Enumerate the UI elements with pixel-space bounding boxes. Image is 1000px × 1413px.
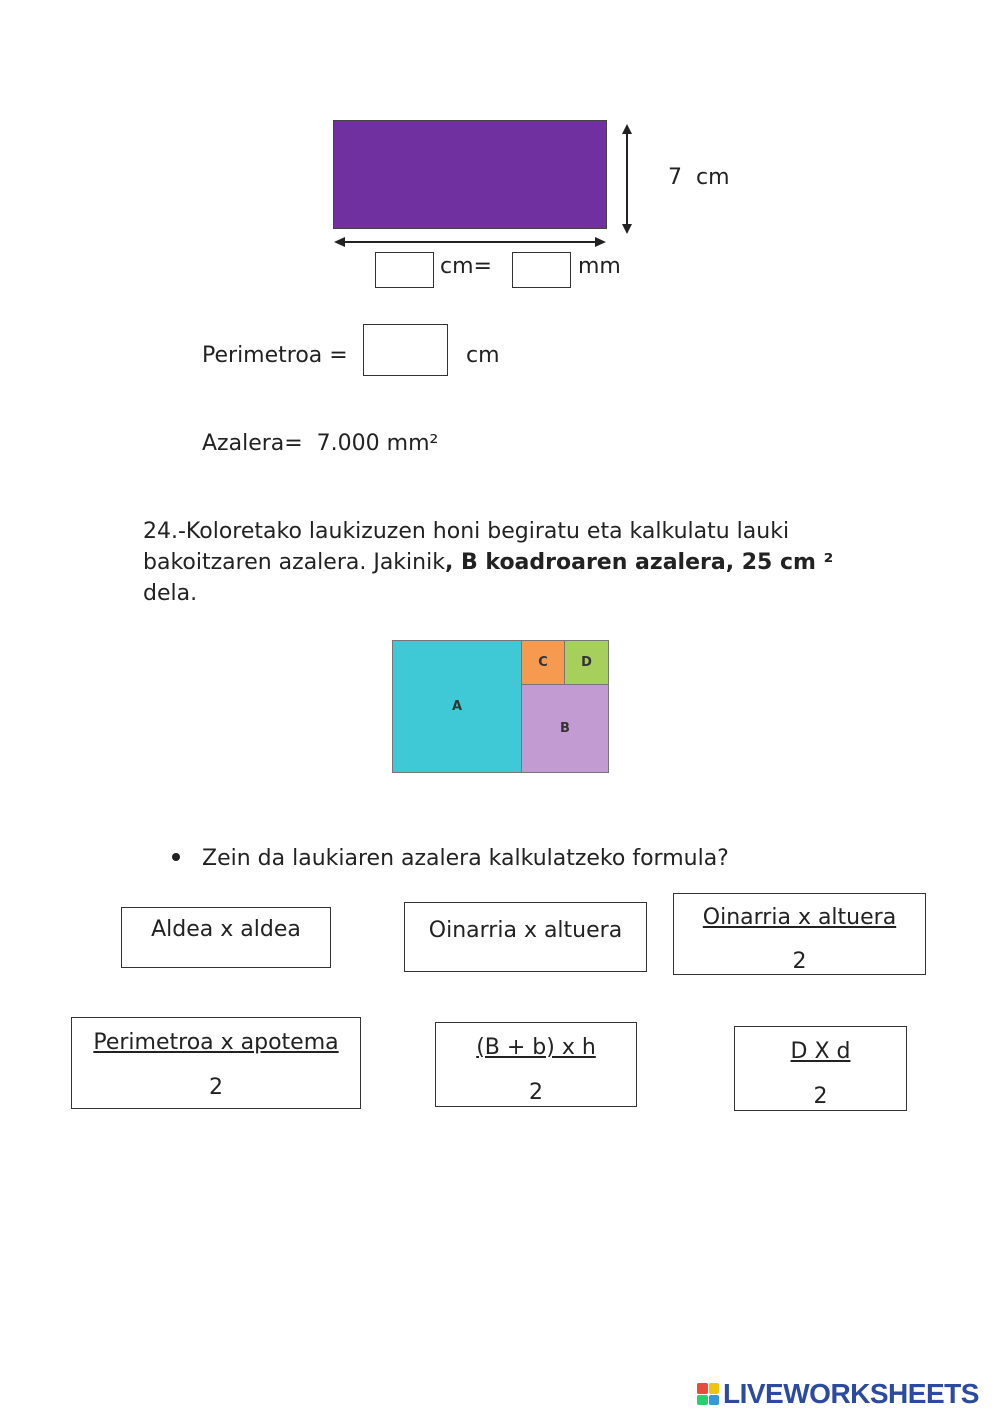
height-value: 7 [668,165,682,190]
formula-option-1[interactable] [121,907,331,968]
formula-4-numerator: Perimetroa x apotema [93,1030,339,1055]
width-arrow-head-right [595,237,606,247]
formula-option-4[interactable] [71,1017,361,1109]
perimeter-input[interactable] [363,324,448,376]
question-text: Zein da laukiaren azalera kalkulatzeko formula? [202,846,729,871]
grid-cell-a: A [392,640,522,773]
height-label [668,167,730,189]
exercise-paragraph [143,516,843,609]
liveworksheets-logo [697,1378,979,1410]
width-cm-input[interactable] [375,252,434,288]
width-mm-input[interactable] [512,252,571,288]
formula-4-denominator: 2 [209,1075,223,1100]
exercise-bold: , B koadroaren azalera, 25 cm ² [444,550,834,575]
perimeter-label: Perimetroa = [202,343,348,368]
formula-option-6[interactable] [734,1026,907,1111]
formula-option-5[interactable] [435,1022,637,1107]
formula-3-denominator: 2 [792,949,807,974]
logo-text: LIVEWORKSHEETS [723,1378,979,1409]
formula-6-denominator: 2 [813,1084,828,1109]
height-unit: cm [696,165,730,190]
width-mm-unit: mm [578,254,621,279]
formula-3-numerator: Oinarria x altuera [702,905,897,930]
formula-option-2[interactable] [404,902,647,972]
grid-cell-b: B [521,684,609,773]
area-label: Azalera= 7.000 mm² [202,431,439,456]
exercise-intro: 24.-Koloretako laukizuzen honi begiratu eta kalkulatu lauki bakoitzaren azalera. Jakinik [143,519,790,575]
formula-6-numerator: D X d [790,1039,851,1064]
bullet-dot [172,853,180,861]
formula-1-text: Aldea x aldea [151,917,301,942]
formula-5-denominator: 2 [529,1080,543,1105]
formula-2-text: Oinarria x altuera [428,918,623,943]
colored-grid [392,640,609,773]
height-arrow-head-top [622,124,632,134]
formula-option-3[interactable] [673,893,926,975]
formula-5-numerator: (B + b) x h [476,1035,596,1060]
grid-cell-d: D [564,640,609,685]
perimeter-unit: cm [466,343,500,368]
exercise-end: dela. [143,581,198,606]
height-arrow-head-bottom [622,224,632,234]
width-arrow-head-left [334,237,345,247]
grid-cell-c: C [521,640,565,685]
width-cm-unit: cm= [440,254,492,279]
dimension-arrows [0,0,1000,300]
formula-question [172,846,729,871]
liveworksheets-badge-icon [697,1383,719,1405]
